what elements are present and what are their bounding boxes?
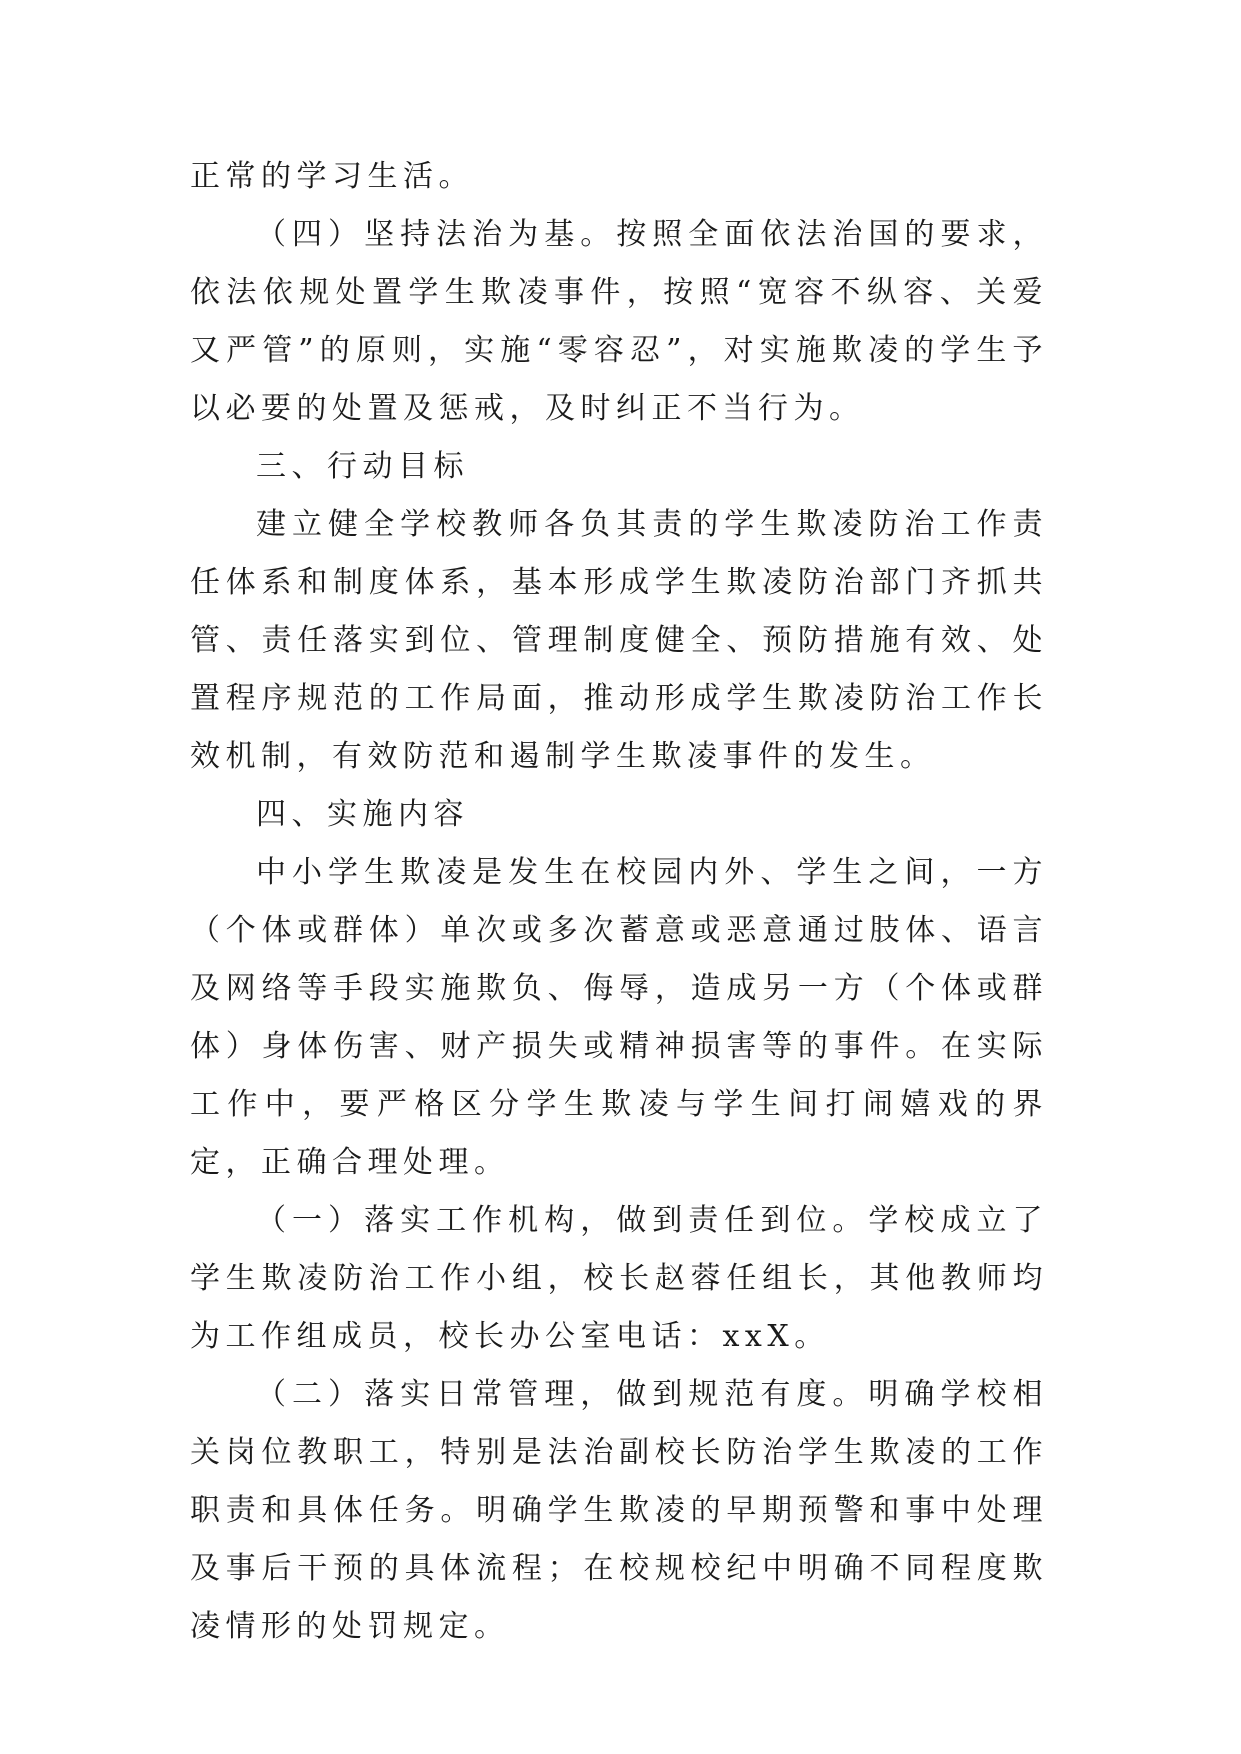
- paragraph-rule-of-law: （四）坚持法治为基。按照全面依法治国的要求，依法依规处置学生欺凌事件，按照“宽容不纵容、关爱又严管”的原则，实施“零容忍”，对实施欺凌的学生予以必要的处置及惩戒，及时纠正不当行为。: [190, 217, 1048, 426]
- section-heading-action-goals: 三、行动目标: [256, 449, 469, 484]
- paragraph-bullying-definition: 中小学生欺凌是发生在校园内外、学生之间，一方（个体或群体）单次或多次蓄意或恶意通过肢体、语言及网络等手段实施欺负、侮辱，造成另一方（个体或群体）身体伤害、财产损失或精神损害等的事件。在实际工作中，要严格区分学生欺凌与学生间打闹嬉戏的界定，正确合理处理。: [190, 855, 1048, 1180]
- document-body: [190, 148, 1048, 1656]
- paragraph-action-goals: 建立健全学校教师各负其责的学生欺凌防治工作责任体系和制度体系，基本形成学生欺凌防治部门齐抓共管、责任落实到位、管理制度健全、预防措施有效、处置程序规范的工作局面，推动形成学生欺凌防治工作长效机制，有效防范和遏制学生欺凌事件的发生。: [190, 507, 1048, 774]
- paragraph-continuation: 正常的学习生活。: [190, 159, 474, 194]
- section-heading-implementation: 四、实施内容: [256, 797, 469, 832]
- paragraph-daily-management: （二）落实日常管理，做到规范有度。明确学校相关岗位教职工，特别是法治副校长防治学生欺凌的工作职责和具体任务。明确学生欺凌的早期预警和事中处理及事后干预的具体流程；在校规校纪中明确不同程度欺凌情形的处罚规定。: [190, 1377, 1048, 1644]
- paragraph-work-organization: （一）落实工作机构，做到责任到位。学校成立了学生欺凌防治工作小组，校长赵蓉任组长，其他教师均为工作组成员，校长办公室电话：xxX。: [190, 1203, 1048, 1354]
